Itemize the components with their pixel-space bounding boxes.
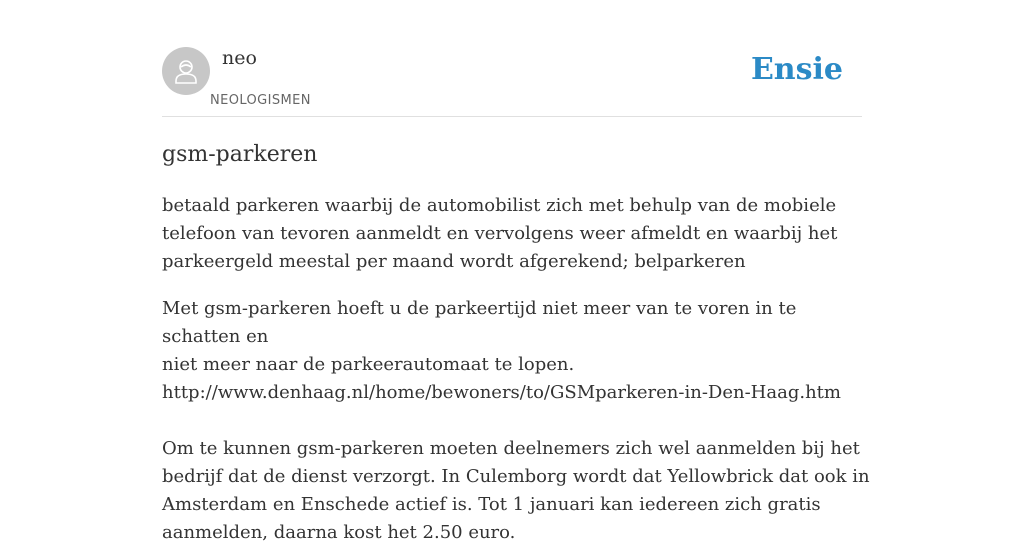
page-title: gsm-parkeren bbox=[162, 142, 318, 167]
header bbox=[162, 0, 862, 117]
example-text: Met gsm-parkeren hoeft u de parkeertijd niet meer van te voren in te schatten en niet meer naar de parkeerautomaat te lopen. http://www.denhaag.nl/home/bewoners/to/GSMparkeren-in-Den-Haag.htm Om te kunnen gsm-parkeren moeten deelnemers zich wel aanmelden bij het bedrijf dat de dienst verzorgt. In Culemborg wordt dat Yellowbrick dat ook in Amsterdam en Enschede actief is. Tot 1 januari kan iedereen zich gratis aanmelden, daarna kost het 2.50 euro. bbox=[162, 298, 870, 543]
avatar[interactable] bbox=[162, 47, 210, 95]
username-link[interactable]: neo bbox=[222, 47, 257, 69]
brand-logo[interactable]: Ensie bbox=[750, 52, 843, 87]
definition-text: betaald parkeren waarbij de automobilist zich met behulp van de mobiele telefoon van tevoren aanmeldt en vervolgens weer afmeldt en waarbij het parkeergeld meestal per maand wordt afgerekend; belparkeren bbox=[162, 195, 838, 272]
user-silhouette-icon bbox=[162, 47, 210, 95]
content-container bbox=[162, 0, 870, 543]
category-link[interactable]: NEOLOGISMEN bbox=[210, 93, 311, 108]
